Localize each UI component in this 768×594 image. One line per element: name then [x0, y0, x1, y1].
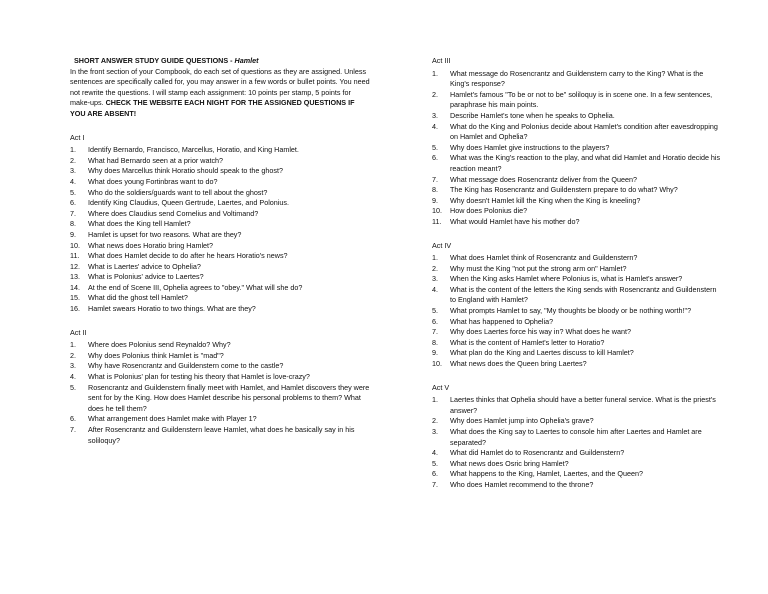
left-column — [70, 56, 370, 446]
question-item — [70, 425, 370, 446]
question-number: 1. — [432, 68, 438, 78]
question-item — [70, 177, 370, 188]
question-text: What news does the Queen bring Laertes? — [450, 359, 587, 369]
question-item — [70, 209, 370, 220]
question-number: 8. — [70, 219, 76, 229]
question-number: 2. — [432, 263, 438, 273]
question-item — [70, 383, 370, 415]
question-number: 1. — [432, 395, 438, 405]
question-text: What did the ghost tell Hamlet? — [88, 293, 188, 303]
question-item — [432, 274, 724, 285]
question-list — [432, 395, 724, 490]
question-number: 5. — [70, 187, 76, 197]
question-text: Why does Hamlet jump into Ophelia's grave? — [450, 416, 594, 426]
question-text: Why must the King "not put the strong arm on" Hamlet? — [450, 263, 627, 273]
question-text: Identify Bernardo, Francisco, Marcellus, Horatio, and King Hamlet. — [88, 145, 299, 155]
question-text: What does the King tell Hamlet? — [88, 219, 191, 229]
question-item — [70, 156, 370, 167]
question-number: 12. — [70, 261, 80, 271]
question-number: 7. — [70, 208, 76, 218]
question-number: 15. — [70, 293, 80, 303]
question-item — [70, 251, 370, 262]
question-item — [70, 304, 370, 315]
question-item — [432, 143, 724, 154]
question-text: After Rosencrantz and Guildenstern leave Hamlet, what does he basically say in his soliloquy? — [88, 425, 355, 445]
question-text: What message does Rosencrantz deliver from the Queen? — [450, 174, 637, 184]
question-text: What did Hamlet do to Rosencrantz and Guildenstern? — [450, 448, 625, 458]
question-text: Laertes thinks that Ophelia should have a better funeral service. What is the priest's answer? — [450, 395, 716, 415]
question-text: What is Laertes' advice to Ophelia? — [88, 261, 201, 271]
question-number: 6. — [432, 469, 438, 479]
question-number: 6. — [432, 316, 438, 326]
question-number: 4. — [432, 121, 438, 131]
question-item — [432, 69, 724, 90]
question-item — [432, 317, 724, 328]
question-number: 9. — [432, 348, 438, 358]
question-number: 5. — [432, 458, 438, 468]
question-item — [432, 217, 724, 228]
question-text: What has happened to Ophelia? — [450, 316, 554, 326]
title-text: SHORT ANSWER STUDY GUIDE QUESTIONS - — [74, 56, 233, 65]
question-number: 7. — [70, 425, 76, 434]
question-text: How does Polonius die? — [450, 206, 528, 216]
question-number: 4. — [70, 176, 76, 186]
question-item — [70, 351, 370, 362]
question-number: 5. — [70, 382, 76, 392]
question-item — [70, 272, 370, 283]
question-text: What was the King's reaction to the play, and what did Hamlet and Horatio decide his reaction meant? — [450, 153, 721, 173]
question-number: 11. — [432, 216, 442, 226]
question-text: Hamlet is upset for two reasons. What are they? — [88, 229, 242, 239]
act-heading: Act I — [70, 132, 85, 142]
question-text: Where does Claudius send Cornelius and Voltimand? — [88, 208, 259, 218]
question-number: 4. — [70, 372, 76, 382]
intro-caps: CHECK THE WEBSITE EACH NIGHT FOR THE ASSIGNED QUESTIONS IF YOU ARE ABSENT! — [70, 98, 355, 118]
question-text: What would Hamlet have his mother do? — [450, 216, 580, 226]
question-number: 3. — [70, 166, 76, 176]
question-text: What does Hamlet think of Rosencrantz and Guildenstern? — [450, 253, 638, 263]
question-text: Describe Hamlet's tone when he speaks to Ophelia. — [450, 110, 615, 120]
question-item — [70, 361, 370, 372]
header-block — [70, 56, 370, 120]
question-text: What news does Horatio bring Hamlet? — [88, 240, 214, 250]
question-item — [432, 196, 724, 207]
question-list — [432, 253, 724, 370]
question-item — [432, 90, 724, 111]
question-number: 10. — [432, 359, 442, 369]
question-number: 2. — [432, 89, 438, 99]
question-number: 7. — [432, 479, 438, 489]
act-heading: Act II — [70, 327, 87, 337]
question-text: Identify King Claudius, Queen Gertrude, Laertes, and Polonius. — [88, 198, 289, 208]
question-text: What plan do the King and Laertes discuss to kill Hamlet? — [450, 348, 634, 358]
question-number: 2. — [70, 350, 76, 360]
question-text: Why doesn't Hamlet kill the King when the King is kneeling? — [450, 195, 641, 205]
right-column — [432, 56, 724, 491]
question-item — [70, 262, 370, 273]
title-italic: Hamlet — [234, 56, 259, 65]
question-number: 4. — [432, 284, 438, 294]
question-item — [432, 416, 724, 427]
question-item — [432, 338, 724, 349]
question-number: 14. — [70, 282, 80, 292]
question-text: What prompts Hamlet to say, "My thoughts be bloody or be nothing worth!"? — [450, 306, 692, 316]
question-item — [70, 198, 370, 209]
question-item — [432, 395, 724, 416]
act-section — [70, 133, 370, 315]
question-text: Who does Hamlet recommend to the throne? — [450, 479, 594, 489]
question-text: Why have Rosencrantz and Guildenstern come to the castle? — [88, 361, 284, 371]
question-number: 1. — [432, 253, 438, 263]
question-number: 9. — [432, 195, 438, 205]
question-item — [70, 283, 370, 294]
question-text: What does the King say to Laertes to console him after Laertes and Hamlet are separated? — [450, 427, 702, 447]
question-item — [432, 285, 724, 306]
question-text: What is the content of Hamlet's letter to Horatio? — [450, 337, 605, 347]
question-number: 4. — [432, 448, 438, 458]
question-number: 3. — [432, 274, 438, 284]
question-item — [70, 219, 370, 230]
question-text: Why does Laertes force his way in? What does he want? — [450, 327, 631, 337]
question-text: What had Bernardo seen at a prior watch? — [88, 155, 224, 165]
question-number: 8. — [432, 185, 438, 195]
question-text: The King has Rosencrantz and Guildenstern prepare to do what? Why? — [450, 185, 678, 195]
question-number: 2. — [70, 155, 76, 165]
question-item — [70, 241, 370, 252]
question-item — [70, 188, 370, 199]
question-item — [70, 145, 370, 156]
question-number: 7. — [432, 327, 438, 337]
question-item — [432, 185, 724, 196]
question-text: Who do the soldiers/guards want to tell about the ghost? — [88, 187, 268, 197]
question-text: What news does Osric bring Hamlet? — [450, 458, 569, 468]
act-section — [432, 383, 724, 491]
question-item — [70, 340, 370, 351]
question-text: What happens to the King, Hamlet, Laertes, and the Queen? — [450, 469, 643, 479]
question-text: Hamlet swears Horatio to two things. What are they? — [88, 304, 256, 314]
question-number: 10. — [70, 240, 80, 250]
question-item — [432, 306, 724, 317]
question-number: 5. — [432, 306, 438, 316]
question-number: 2. — [432, 416, 438, 426]
question-text: Why does Hamlet give instructions to the players? — [450, 142, 610, 152]
question-item — [432, 175, 724, 186]
question-number: 6. — [432, 153, 438, 163]
question-list — [70, 145, 370, 315]
question-text: Rosencrantz and Guildenstern finally meet with Hamlet, and Hamlet discovers they were sent for by the King. How does Hamlet describe his personal problems to them? What does he tell them? — [88, 382, 370, 413]
question-item — [432, 111, 724, 122]
question-item — [70, 414, 370, 425]
question-number: 9. — [70, 229, 76, 239]
question-item — [432, 459, 724, 470]
question-number: 6. — [70, 414, 76, 424]
page-title — [70, 56, 370, 67]
question-number: 3. — [432, 427, 438, 436]
question-item — [432, 469, 724, 480]
question-text: Why does Polonius think Hamlet is "mad"? — [88, 350, 224, 360]
question-text: Hamlet's famous "To be or not to be" soliloquy is in scene one. In a few sentences, paraphrase his main points. — [450, 89, 713, 110]
act-heading: Act III — [432, 56, 451, 65]
question-item — [70, 166, 370, 177]
question-text: What is the content of the letters the King sends with Rosencrantz and Guildenstern to England with Hamlet? — [450, 284, 717, 305]
act-section — [432, 241, 724, 370]
question-number: 1. — [70, 145, 76, 155]
question-item — [432, 448, 724, 459]
question-text: What does young Fortinbras want to do? — [88, 176, 218, 186]
question-text: What do the King and Polonius decide about Hamlet's condition after eavesdropping on Hamlet and Ophelia? — [450, 121, 718, 142]
question-number: 8. — [432, 337, 438, 347]
act-section — [70, 328, 370, 447]
question-item — [432, 206, 724, 217]
question-item — [432, 264, 724, 275]
question-list — [432, 69, 724, 228]
act-heading: Act V — [432, 382, 450, 392]
intro-text: In the front section of your Compbook, do each set of questions as they are assigned. Unless sentences are specifically called for, you may answer in a few words or bullet points. You need not rewrite the questions. I will stamp each assignment: 10 points per stamp, 5 points for make-ups. — [70, 66, 370, 108]
question-number: 5. — [432, 142, 438, 152]
question-text: What is Polonius' plan for testing his theory that Hamlet is love-crazy? — [88, 372, 310, 382]
question-text: Why does Marcellus think Horatio should speak to the ghost? — [88, 166, 283, 176]
question-text: Where does Polonius send Reynaldo? Why? — [88, 340, 231, 350]
question-text: What arrangement does Hamlet make with Player 1? — [88, 414, 257, 424]
question-text: When the King asks Hamlet where Polonius is, what is Hamlet's answer? — [450, 274, 683, 284]
question-number: 3. — [70, 361, 76, 371]
question-item — [432, 348, 724, 359]
intro-paragraph — [70, 67, 370, 120]
question-item — [432, 359, 724, 370]
question-text: What message do Rosencrantz and Guildenstern carry to the King? What is the King's response? — [450, 68, 704, 89]
question-item — [70, 230, 370, 241]
question-number: 1. — [70, 340, 76, 350]
question-item — [432, 427, 724, 448]
act-heading: Act IV — [432, 240, 452, 250]
question-text: At the end of Scene III, Ophelia agrees to "obey." What will she do? — [88, 282, 303, 292]
question-item — [432, 327, 724, 338]
question-number: 11. — [70, 251, 80, 261]
question-item — [70, 293, 370, 304]
question-number: 10. — [432, 206, 442, 216]
question-item — [432, 480, 724, 491]
question-number: 3. — [432, 110, 438, 120]
question-list — [70, 340, 370, 446]
question-number: 6. — [70, 198, 76, 208]
act-section — [432, 56, 724, 228]
question-item — [432, 253, 724, 264]
question-text: What does Hamlet decide to do after he hears Horatio's news? — [88, 251, 288, 261]
question-item — [432, 122, 724, 143]
question-text: What is Polonius' advice to Laertes? — [88, 272, 204, 282]
question-number: 7. — [432, 174, 438, 184]
question-item — [70, 372, 370, 383]
question-number: 16. — [70, 304, 80, 314]
question-number: 13. — [70, 272, 80, 282]
question-item — [432, 153, 724, 174]
